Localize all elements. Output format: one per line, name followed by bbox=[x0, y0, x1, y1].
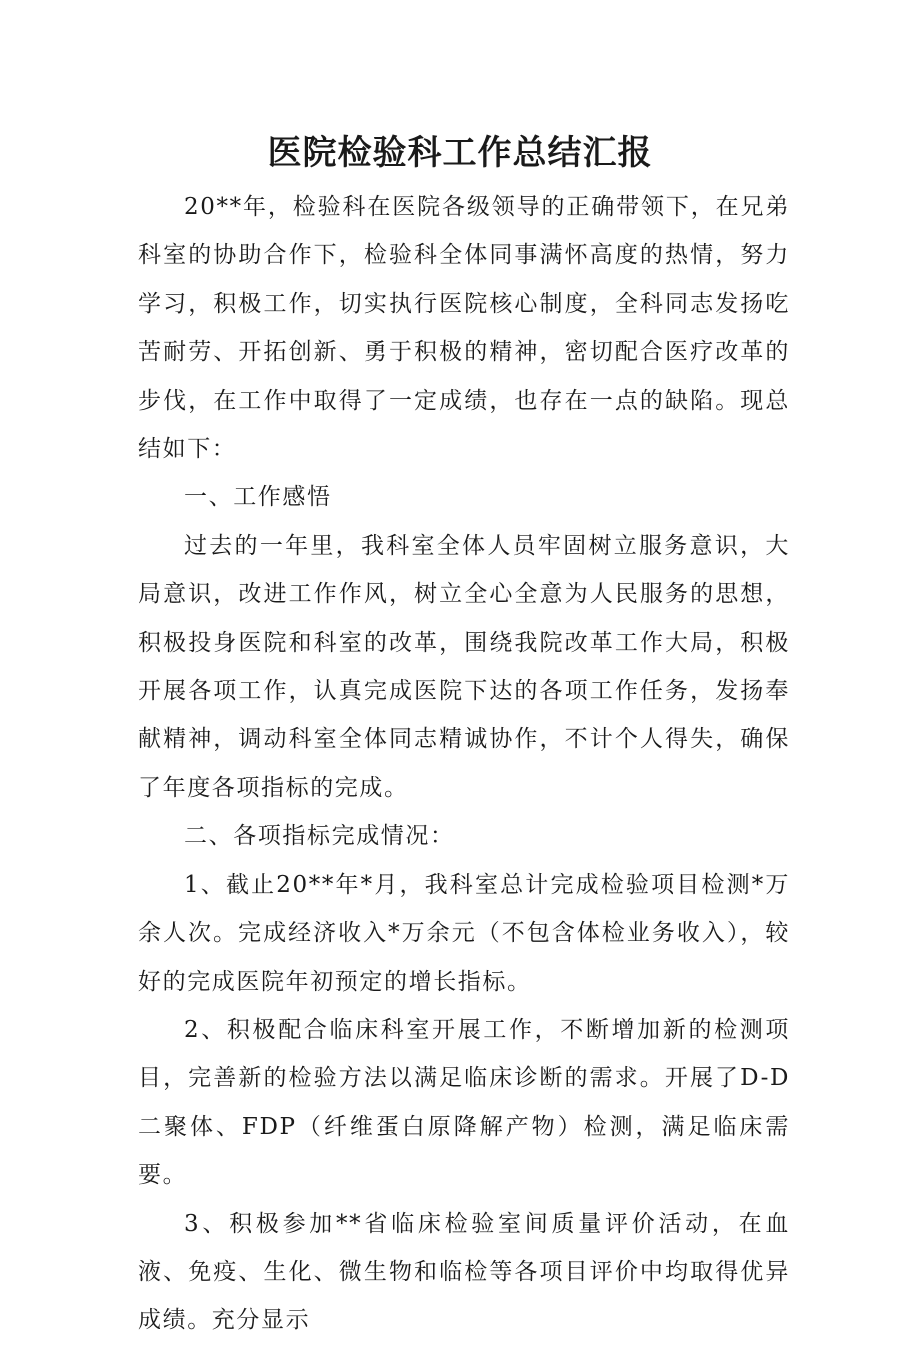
section-heading-indicators: 二、各项指标完成情况： bbox=[184, 823, 455, 850]
indicator-item-1: 1、截止20**年*月，我科室总计完成检验项目检测*万余人次。完成经济收入*万余元（不包含体检业务收入），较好的完成医院年初预定的增长指标。 bbox=[138, 871, 790, 995]
document-body bbox=[138, 183, 790, 1345]
indicator-item-2: 2、积极配合临床科室开展工作，不断增加新的检测项目，完善新的检验方法以满足临床诊断的需求。开展了D-D二聚体、FDP（纤维蛋白原降解产物）检测，满足临床需要。 bbox=[138, 1016, 790, 1189]
intro-paragraph: 20**年，检验科在医院各级领导的正确带领下，在兄弟科室的协助合作下，检验科全体同事满怀高度的热情，努力学习，积极工作，切实执行医院核心制度，全科同志发扬吃苦耐劳、开拓创新、勇于积极的精神，密切配合医疗改革的步伐，在工作中取得了一定成绩，也存在一点的缺陷。现总结如下： bbox=[138, 194, 790, 463]
indicator-item-3: 3、积极参加**省临床检验室间质量评价活动，在血液、免疫、生化、微生物和临检等各项目评价中均取得优异成绩。充分显示 bbox=[138, 1210, 790, 1334]
document-title: 医院检验科工作总结汇报 bbox=[267, 133, 653, 173]
section-heading-work-insights: 一、工作感悟 bbox=[184, 484, 332, 511]
work-insights-paragraph: 过去的一年里，我科室全体人员牢固树立服务意识，大局意识，改进工作作风，树立全心全意为人民服务的思想，积极投身医院和科室的改革，围绕我院改革工作大局，积极开展各项工作，认真完成医院下达的各项工作任务，发扬奉献精神，调动科室全体同志精诚协作，不计个人得失，确保了年度各项指标的完成。 bbox=[138, 532, 790, 801]
